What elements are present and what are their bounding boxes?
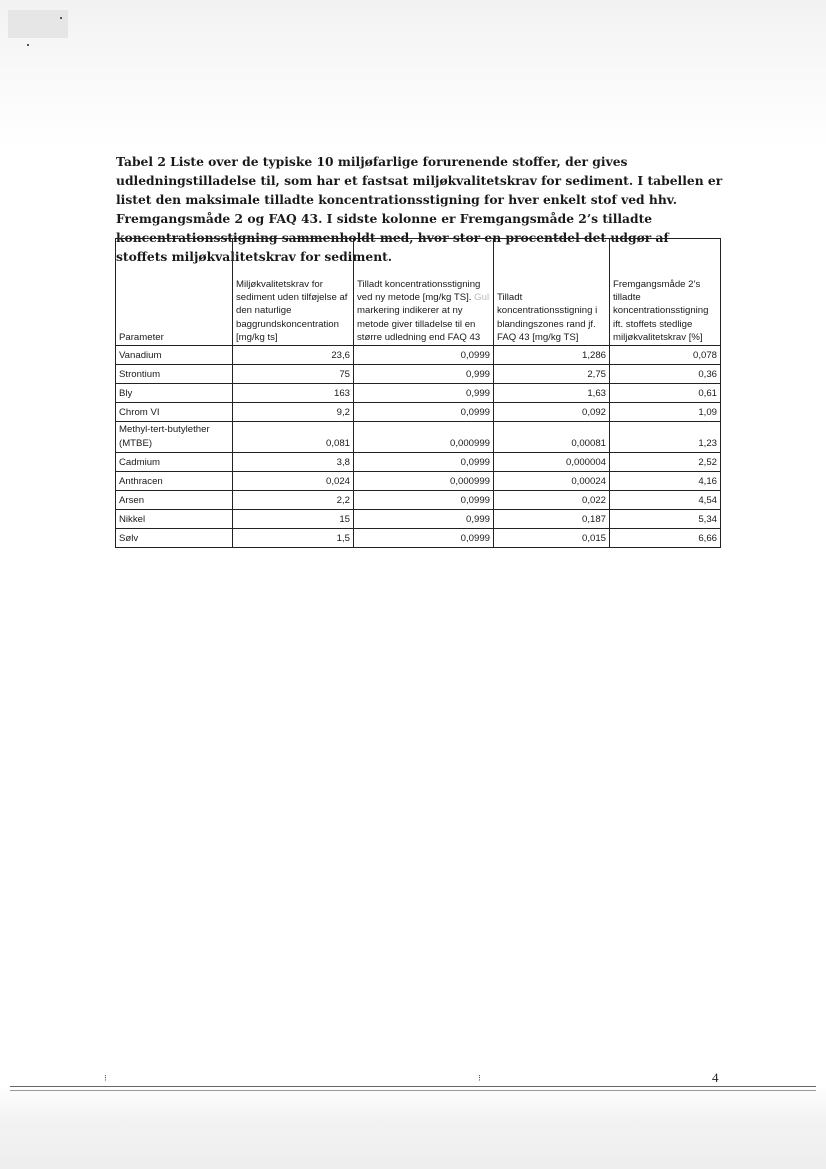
table-row: [116, 529, 721, 548]
pollutant-table: [115, 238, 721, 548]
cell-faq43: 0,022: [494, 491, 610, 510]
cell-faq43: 0,000004: [494, 453, 610, 472]
cell-ny-metode: 0,0999: [354, 453, 494, 472]
cell-ny-metode: 0,999: [354, 510, 494, 529]
table-row: [116, 384, 721, 403]
table-row: [116, 403, 721, 422]
footer-marker: ⁝: [104, 1074, 107, 1084]
cell-mkk: 1,5: [233, 529, 354, 548]
cell-ny-metode: 0,0999: [354, 403, 494, 422]
footer-marker: ⁝: [478, 1074, 481, 1084]
scan-speck: [27, 44, 29, 46]
cell-faq43: 1,63: [494, 384, 610, 403]
cell-faq43: 0,187: [494, 510, 610, 529]
header-tilladt-faq43: Tilladt koncentrationsstigning i blandingszones rand jf. FAQ 43 [mg/kg TS]: [494, 239, 610, 346]
cell-ny-metode: 0,0999: [354, 529, 494, 548]
header-miljoekvalitetskrav: Miljøkvalitetskrav for sediment uden tilføjelse af den naturlige baggrundskoncentration [mg/kg ts]: [233, 239, 354, 346]
cell-mkk: 2,2: [233, 491, 354, 510]
cell-mkk: 15: [233, 510, 354, 529]
table-row: [116, 472, 721, 491]
table-caption: Tabel 2 Liste over de typiske 10 miljøfarlige forurenende stoffer, der gives udledningstilladelse til, som har et fastsat miljøkvalitetskrav for sediment. I tabellen er listet den maksimale tilladte koncentrationsstigning for hver enkelt stof ved hhv. Fremgangsmåde 2 og FAQ 43. I sidste kolonne er Fremgangsmåde 2’s tilladte koncentrationsstigning sammenholdt med, hvor stor en procentdel det udgør af stoffets miljøkvalitetskrav for sediment.: [116, 154, 723, 264]
header-parameter: Parameter: [116, 239, 233, 346]
cell-procent: 0,61: [610, 384, 721, 403]
table-row: [116, 510, 721, 529]
footer-rule: [10, 1086, 816, 1087]
header-gul-note: Gul: [474, 292, 490, 304]
scan-artifact: [8, 10, 68, 38]
scan-shadow-top: [0, 0, 826, 150]
cell-mkk: 23,6: [233, 346, 354, 365]
cell-procent: 0,36: [610, 365, 721, 384]
cell-ny-metode: 0,000999: [354, 422, 494, 453]
cell-ny-metode: 0,999: [354, 365, 494, 384]
cell-parameter: Arsen: [116, 491, 233, 510]
cell-ny-metode: 0,0999: [354, 491, 494, 510]
cell-faq43: 0,015: [494, 529, 610, 548]
cell-mkk: 0,024: [233, 472, 354, 491]
cell-parameter: Vanadium: [116, 346, 233, 365]
cell-procent: 5,34: [610, 510, 721, 529]
cell-parameter: Sølv: [116, 529, 233, 548]
header-tilladt-ny-metode: [354, 239, 494, 346]
table-row: [116, 491, 721, 510]
scan-shadow-bottom: [0, 1085, 826, 1169]
cell-mkk: 3,8: [233, 453, 354, 472]
cell-ny-metode: 0,0999: [354, 346, 494, 365]
cell-faq43: 1,286: [494, 346, 610, 365]
footer-rule-secondary: [10, 1090, 816, 1091]
cell-parameter: Cadmium: [116, 453, 233, 472]
cell-ny-metode: 0,000999: [354, 472, 494, 491]
cell-procent: 4,54: [610, 491, 721, 510]
table-header-row: [116, 239, 721, 346]
cell-parameter: Anthracen: [116, 472, 233, 491]
header-tilladt-ny-note: markering indikerer at ny metode giver tilladelse til en større udledning end FAQ 43: [357, 305, 481, 343]
cell-faq43: 0,00024: [494, 472, 610, 491]
cell-procent: 1,23: [610, 422, 721, 453]
cell-faq43: 0,00081: [494, 422, 610, 453]
page-number: 4: [712, 1070, 719, 1085]
cell-mkk: 75: [233, 365, 354, 384]
table-row: [116, 346, 721, 365]
table-row: [116, 422, 721, 453]
header-tilladt-ny-text: Tilladt koncentrationsstigning ved ny metode [mg/kg TS].: [357, 278, 481, 304]
cell-parameter: Methyl-tert-butylether (MTBE): [116, 422, 233, 453]
table-row: [116, 453, 721, 472]
cell-mkk: 9,2: [233, 403, 354, 422]
cell-ny-metode: 0,999: [354, 384, 494, 403]
cell-mkk: 163: [233, 384, 354, 403]
cell-procent: 4,16: [610, 472, 721, 491]
cell-parameter: Bly: [116, 384, 233, 403]
cell-parameter: Strontium: [116, 365, 233, 384]
cell-procent: 0,078: [610, 346, 721, 365]
scan-speck: [60, 17, 62, 19]
header-fremgangsmaade: Fremgangsmåde 2’s tilladte koncentrationsstigning ift. stoffets stedlige miljøkvalitetskrav [%]: [610, 239, 721, 346]
cell-procent: 2,52: [610, 453, 721, 472]
cell-parameter: Nikkel: [116, 510, 233, 529]
table-row: [116, 365, 721, 384]
cell-procent: 1,09: [610, 403, 721, 422]
cell-procent: 6,66: [610, 529, 721, 548]
cell-faq43: 2,75: [494, 365, 610, 384]
cell-faq43: 0,092: [494, 403, 610, 422]
cell-parameter: Chrom VI: [116, 403, 233, 422]
cell-mkk: 0,081: [233, 422, 354, 453]
